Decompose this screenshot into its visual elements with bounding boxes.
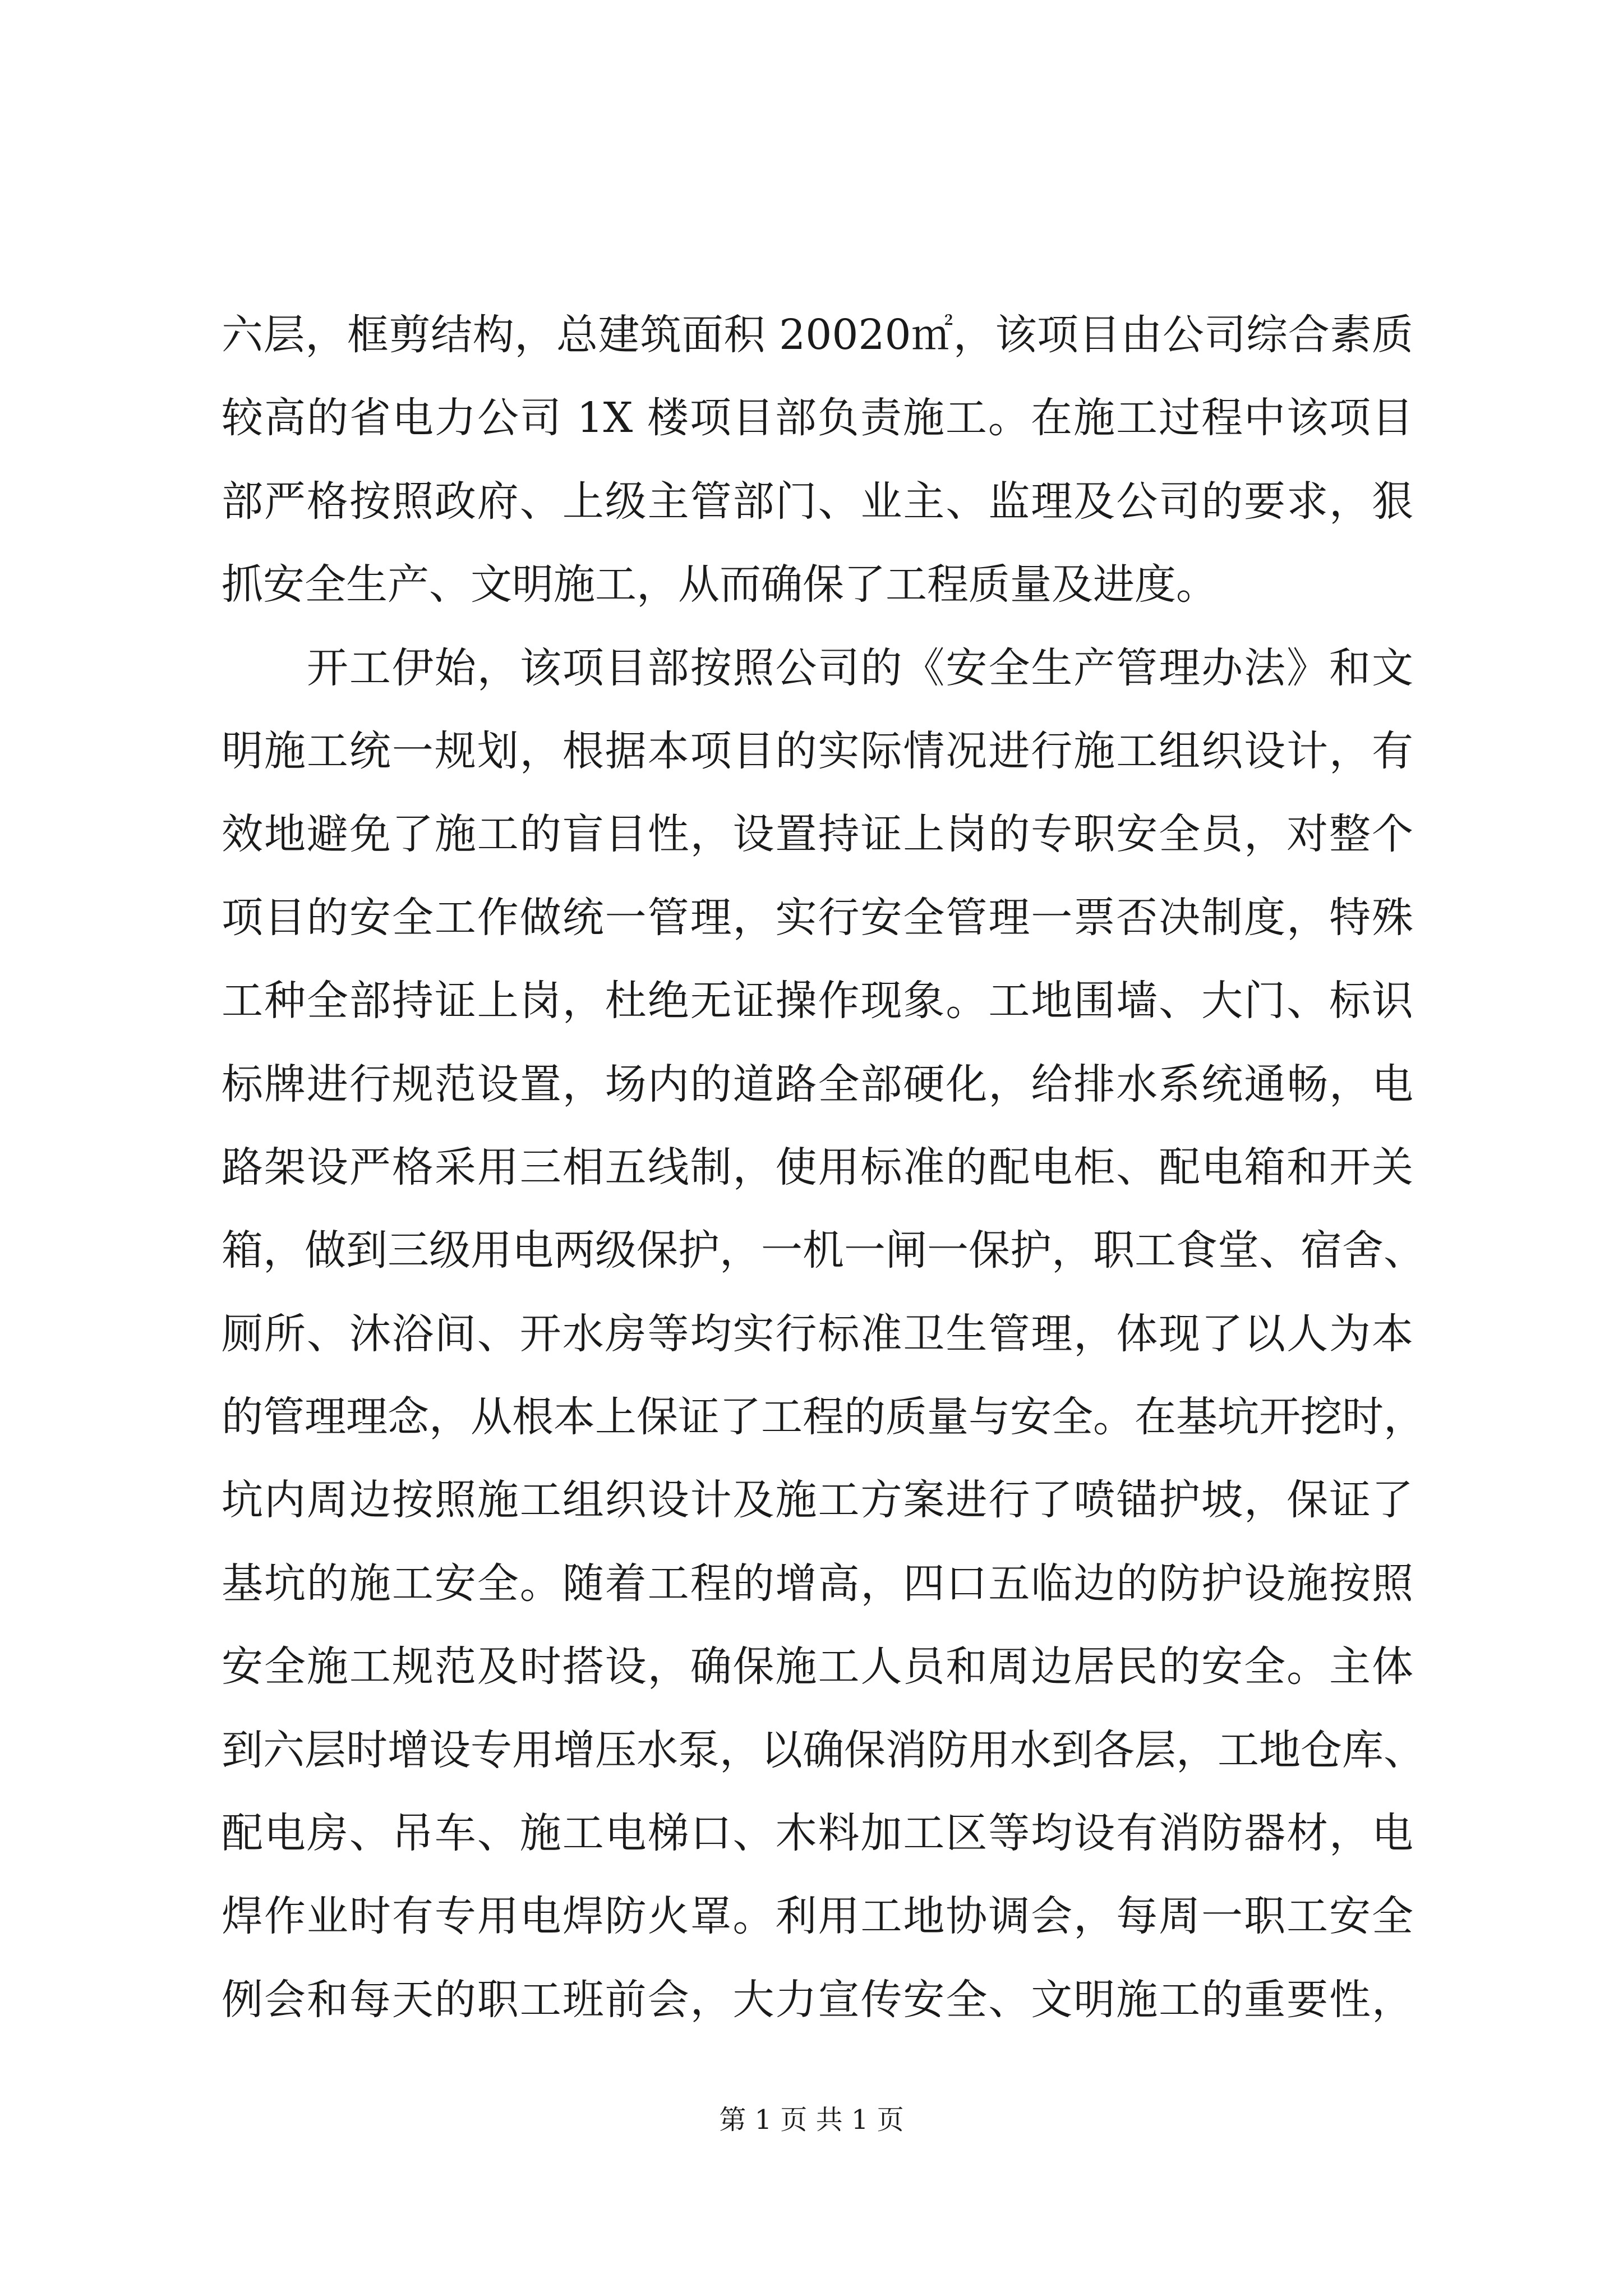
text-line: 坑内周边按照施工组织设计及施工方案进行了喷锚护坡，保证了 [222,1476,1413,1525]
text-line: 的管理理念，从根本上保证了工程的质量与安全。在基坑开挖时， [222,1393,1425,1442]
page-footer [0,2098,1623,2137]
text-line: 项目的安全工作做统一管理，实行安全管理一票否决制度，特殊 [222,893,1413,942]
text-line: 开工伊始，该项目部按照公司的《安全生产管理办法》和文 [222,643,1413,692]
text-line: 工种全部持证上岗，杜绝无证操作现象。工地围墙、大门、标识 [222,977,1413,1025]
text-line: 箱，做到三级用电两级保护，一机一闸一保护，职工食堂、宿舍、 [222,1226,1425,1275]
text-line: 到六层时增设专用增压水泵，以确保消防用水到各层，工地仓库、 [222,1726,1425,1774]
text-line: 厕所、沐浴间、开水房等均实行标准卫生管理，体现了以人为本 [222,1309,1413,1358]
text-line: 部严格按照政府、上级主管部门、业主、监理及公司的要求，狠 [222,477,1413,526]
text-line: 焊作业时有专用电焊防火罩。利用工地协调会，每周一职工安全 [222,1892,1413,1941]
page-number-label: 第 1 页 共 1 页 [719,2104,904,2136]
text-line: 效地避免了施工的盲目性，设置持证上岗的专职安全员，对整个 [222,810,1413,859]
text-line: 例会和每天的职工班前会，大力宣传安全、文明施工的重要性， [222,1975,1413,2024]
text-line: 六层，框剪结构，总建筑面积 20020㎡，该项目由公司综合素质 [222,311,1413,359]
text-line: 明施工统一规划，根据本项目的实际情况进行施工组织设计，有 [222,726,1413,775]
text-line: 基坑的施工安全。随着工程的增高，四口五临边的防护设施按照 [222,1559,1413,1608]
text-line: 抓安全生产、文明施工，从而确保了工程质量及进度。 [222,560,1218,609]
text-line: 安全施工规范及时搭设，确保施工人员和周边居民的安全。主体 [222,1642,1413,1691]
text-line: 标牌进行规范设置，场内的道路全部硬化，给排水系统通畅，电 [222,1060,1413,1108]
text-line: 配电房、吊车、施工电梯口、木料加工区等均设有消防器材，电 [222,1809,1413,1858]
text-line: 较高的省电力公司 1X 楼项目部负责施工。在施工过程中该项目 [222,394,1413,443]
text-line: 路架设严格采用三相五线制，使用标准的配电柜、配电箱和开关 [222,1143,1413,1191]
document-body [222,293,1425,2041]
